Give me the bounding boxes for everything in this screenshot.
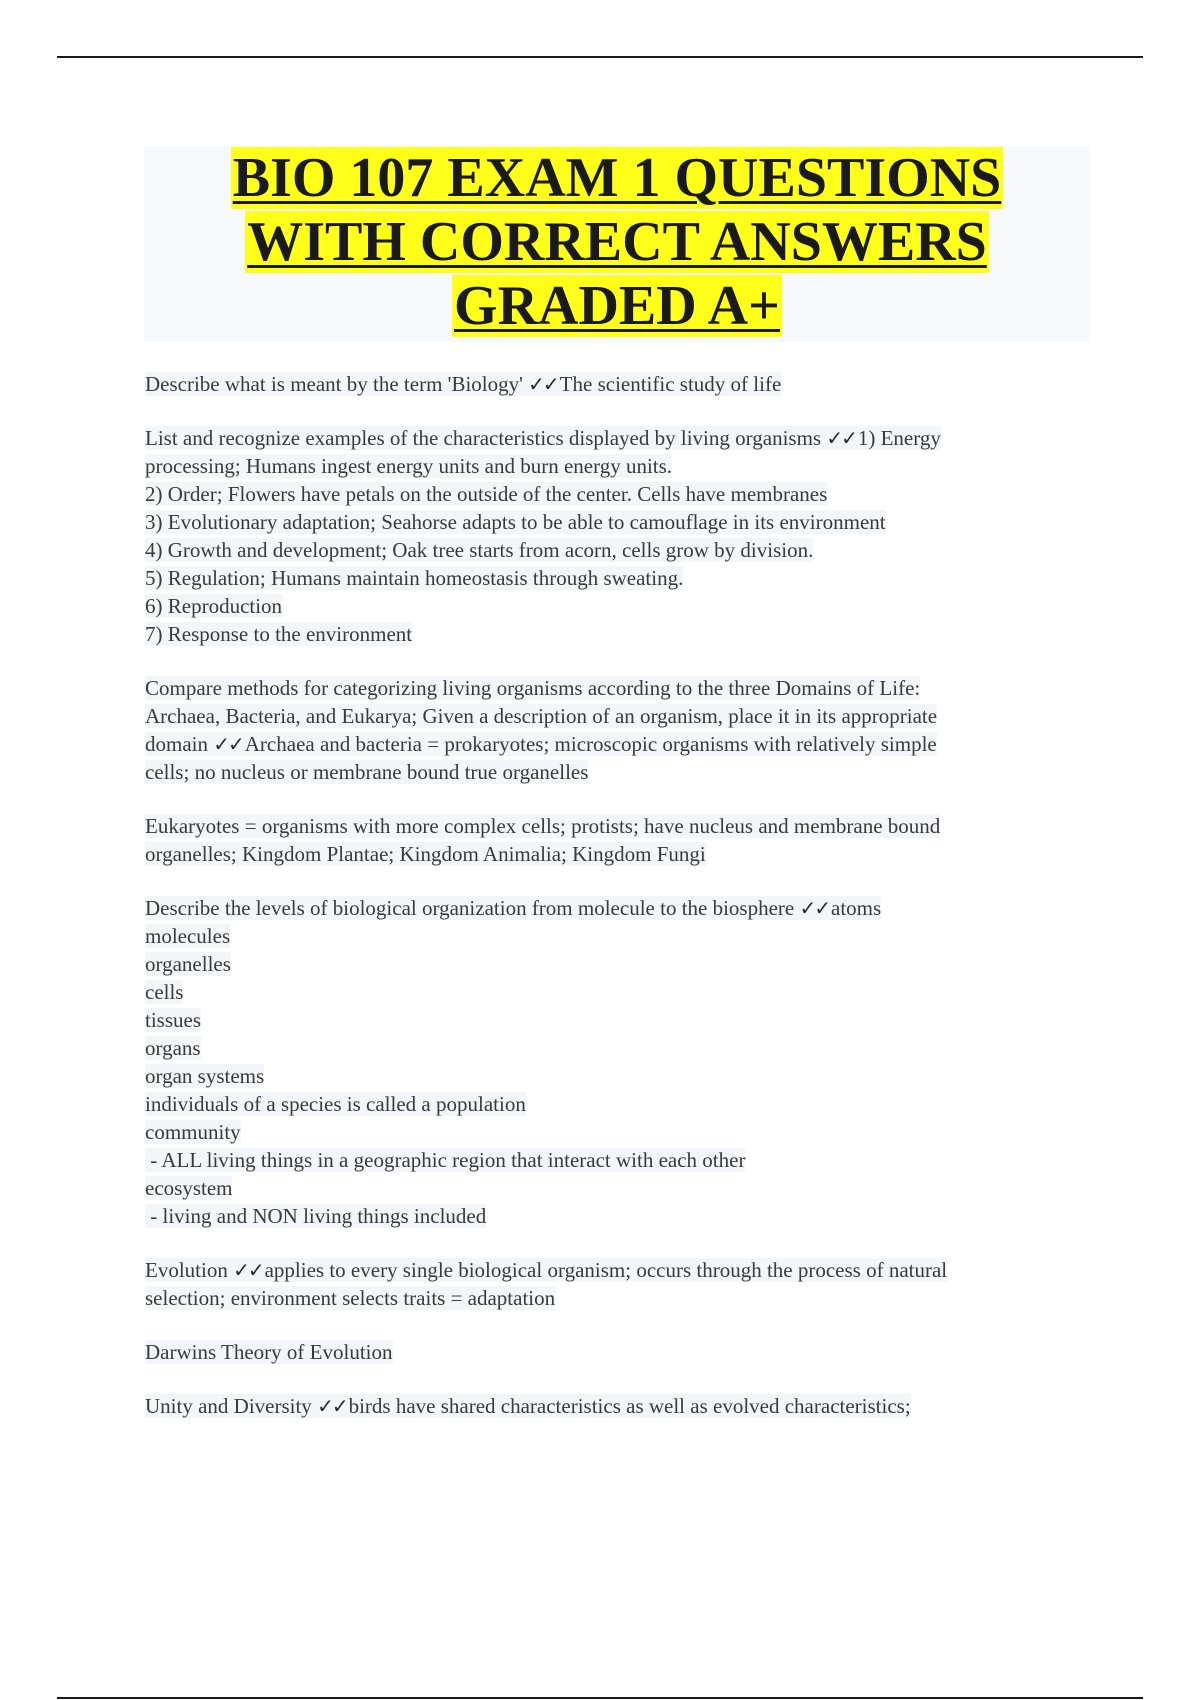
- answer-line: 4) Growth and development; Oak tree starts from acorn, cells grow by division.: [145, 538, 814, 562]
- answer-line: individuals of a species is called a population: [145, 1092, 526, 1116]
- text-line: organelles; Kingdom Plantae; Kingdom Animalia; Kingdom Fungi: [145, 842, 706, 866]
- answer-line: 7) Response to the environment: [145, 622, 413, 646]
- answer-line: molecules: [145, 924, 231, 948]
- answer-text: atoms: [831, 896, 882, 920]
- qa-item-characteristics: [145, 424, 1075, 648]
- answer-line: processing; Humans ingest energy units and burn energy units.: [145, 454, 673, 478]
- answer-line: - living and NON living things included: [145, 1204, 487, 1228]
- answer-line: organelles: [145, 952, 231, 976]
- question-text: domain: [145, 732, 214, 756]
- answer-line: ecosystem: [145, 1176, 233, 1200]
- answer-line: cells: [145, 980, 184, 1004]
- text-line: Eukaryotes = organisms with more complex cells; protists; have nucleus and membrane bound: [145, 814, 941, 838]
- answer-line: tissues: [145, 1008, 202, 1032]
- qa-item-evolution: [145, 1256, 1075, 1312]
- answer-line: organ systems: [145, 1064, 265, 1088]
- question-text: Archaea, Bacteria, and Eukarya; Given a description of an organism, place it in its appropriate: [145, 704, 938, 728]
- answer-text: birds have shared characteristics as well as evolved characteristics;: [348, 1394, 911, 1418]
- answer-text: Archaea and bacteria = prokaryotes; microscopic organisms with relatively simple: [244, 732, 937, 756]
- question-text: Describe the levels of biological organization from molecule to the biosphere: [145, 896, 800, 920]
- question-text: Evolution: [145, 1258, 234, 1282]
- answer-line: community: [145, 1120, 241, 1144]
- answer-line: 2) Order; Flowers have petals on the outside of the center. Cells have membranes: [145, 482, 828, 506]
- check-mark-icon: ✓✓: [826, 426, 856, 450]
- answer-line: - ALL living things in a geographic region that interact with each other: [145, 1148, 746, 1172]
- qa-item-biology: [145, 370, 1075, 398]
- qa-item-organization: [145, 894, 1075, 1230]
- answer-line: 6) Reproduction: [145, 594, 283, 618]
- document-title: [144, 146, 1090, 342]
- answer-text: The scientific study of life: [559, 372, 782, 396]
- answer-line: selection; environment selects traits = adaptation: [145, 1286, 556, 1310]
- text-line: Darwins Theory of Evolution: [145, 1340, 393, 1364]
- text-item-eukaryotes: [145, 812, 1075, 868]
- check-mark-icon: ✓✓: [213, 732, 243, 756]
- answer-line: organs: [145, 1036, 201, 1060]
- question-text: List and recognize examples of the characteristics displayed by living organisms: [145, 426, 827, 450]
- check-mark-icon: ✓✓: [799, 896, 830, 920]
- bottom-rule: [57, 1697, 1143, 1699]
- answer-line: cells; no nucleus or membrane bound true organelles: [145, 760, 589, 784]
- question-text: Compare methods for categorizing living organisms according to the three Domains of Life:: [145, 676, 921, 700]
- title-line-3: GRADED A+: [454, 275, 780, 337]
- top-rule: [57, 56, 1143, 58]
- answer-line: 5) Regulation; Humans maintain homeostasis through sweating.: [145, 566, 684, 590]
- question-text: Unity and Diversity: [145, 1394, 318, 1418]
- check-mark-icon: ✓✓: [233, 1258, 263, 1282]
- check-mark-icon: ✓✓: [317, 1394, 347, 1418]
- question-text: Describe what is meant by the term 'Biology': [145, 372, 529, 396]
- qa-item-unity-diversity: [145, 1392, 1075, 1420]
- title-line-1: BIO 107 EXAM 1 QUESTIONS: [232, 147, 1002, 209]
- text-item-darwin: [145, 1338, 1075, 1366]
- qa-item-domains: [145, 674, 1075, 786]
- answer-text: 1) Energy: [857, 426, 941, 450]
- check-mark-icon: ✓✓: [528, 372, 558, 396]
- answer-text: applies to every single biological organism; occurs through the process of natural: [264, 1258, 948, 1282]
- answer-line: 3) Evolutionary adaptation; Seahorse adapts to be able to camouflage in its environment: [145, 510, 886, 534]
- title-line-2: WITH CORRECT ANSWERS: [247, 211, 987, 273]
- document-body: [145, 370, 1075, 1446]
